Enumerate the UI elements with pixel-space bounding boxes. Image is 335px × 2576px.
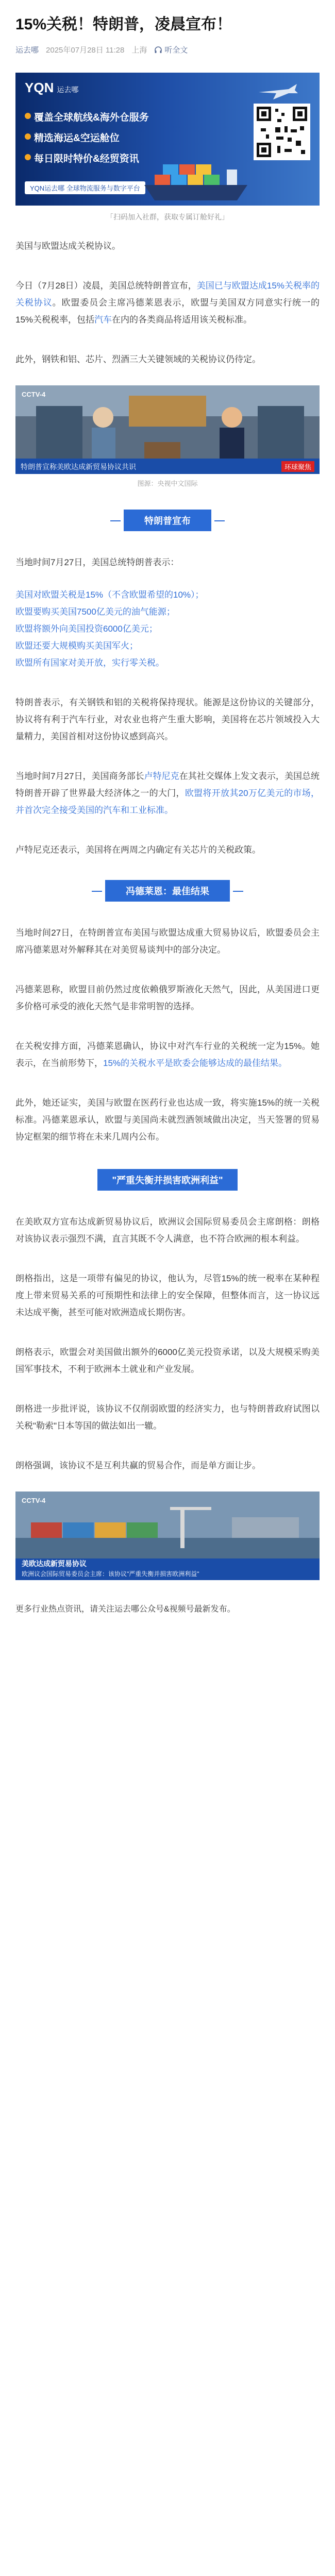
paragraph: 此外，她还证实，美国与欧盟在医药行业也达成一致，将实施15%的统一关税标准。冯德莱恩承认，欧盟与美国尚未就烈酒领域做出决定，当天签署的贸易协定框架的细节将在未来几周内公布。 [15,1098,320,1142]
section-heading: "严重失衡并损害欧洲利益" [0,1169,335,1191]
paragraph: 此外，钢铁和铝、芯片、烈酒三大关键领域的关税协议仍待定。 [15,354,261,364]
bullet-dot-icon [25,133,31,140]
meeting-photo-illustration [15,385,320,474]
paragraph: 朗格指出，这是一项带有偏见的协议，他认为，尽管15%的统一税率在某种程度上带来贸易关系的可预期性和法律上的安全保障，但整体而言，这一协议远未达成平衡，甚至可能对欧洲造成长期伤害。 [15,1274,320,1317]
list-item: 欧盟要购买美国7500亿美元的油气能源； [15,607,175,617]
banner-footer: YQN运去哪 全球物流服务与数字平台 [25,181,145,194]
banner-line-2: 精选海运&空运舱位 [34,133,120,144]
list-item: 欧盟所有国家对美开放，实行零关税。 [15,658,164,668]
article-source-link[interactable]: 运去哪 [15,46,39,55]
headphones-icon [154,46,162,54]
news-photo [15,385,320,474]
paragraph: 冯德莱恩称，欧盟目前仍然过度依赖俄罗斯液化天然气，因此，从美国进口更多价格可承受的液化天然气是非常明智的选择。 [15,985,320,1011]
channel-logo: CCTV-4 [22,1497,46,1504]
bullet-dot-icon [25,154,31,160]
bullet-dot-icon [25,113,31,119]
article-meta [0,35,335,55]
paragraph: 当地时间27日，在特朗普宣布美国与欧盟达成重大贸易协议后，欧盟委员会主席冯德莱恩对外解释其在对美贸易谈判中的部分决定。 [15,928,320,955]
photo-overlay-text: 特朗普宣称美欧达成新贸易协议共识 [21,463,136,471]
section-heading: 特朗普宣布 [0,510,335,531]
bullet-list [0,586,335,671]
container-ship-icon [144,154,253,206]
footer-text: 更多行业热点资讯，请关注运去哪公众号&视频号最新发布。 [15,1605,236,1614]
listen-label: 听全文 [164,46,188,55]
photo-caption: 图源：央视中文国际 [137,480,198,487]
paragraph: 卢特尼克还表示，美国将在两周之内确定有关芯片的关税政策。 [15,845,261,855]
paragraph: 朗格表示，欧盟会对美国做出额外的6000亿美元投资承诺，以及大规模采购美国军事技术，不利于欧洲本土就业和产业发展。 [15,1347,320,1374]
photo-subtitle: 欧洲议会国际贸易委员会主席：该协议"严重失衡并损害欧洲利益" [22,1570,199,1578]
news-photo [15,1492,320,1580]
airplane-icon [258,82,299,100]
paragraph: 朗格进一步批评说，该协议不仅削弱欧盟的经济实力，也与特朗普政府试图以关税"勒索"日本等国的做法如出一辙。 [15,1404,320,1431]
paragraph: 特朗普表示，有关钢铁和铝的关税将保持现状。能源是这份协议的关键部分，协议将有利于汽车行业，对农业也将产生重大影响，美国将在芯片领域投入大量精力，美国首相对这份协议感到高兴。 [15,698,320,741]
paragraph: 今日（7月28日）凌晨，美国总统特朗普宣布，美国已与欧盟达成15%关税率的关税协议。欧盟委员会主席冯德莱恩表示，欧盟与美国双方同意实行统一的15%关税税率，包括汽车在内的各类商品将适用该关税标准。 [15,281,320,325]
listen-button[interactable] [154,44,188,55]
banner-line-1: 覆盖全球航线&海外仓服务 [34,112,149,123]
paragraph: 在美欧双方宣布达成新贸易协议后，欧洲议会国际贸易委员会主席朗格：朗格对该协议表示强烈不满，直言其既不令人满意，也不符合欧洲的根本利益。 [15,1217,320,1244]
list-item: 美国对欧盟关税是15%（不含欧盟希望的10%）； [15,590,204,600]
promo-banner[interactable] [15,73,320,206]
paragraph: 在关税安排方面，冯德莱恩确认，协议中对汽车行业的关税统一定为15%。她表示，在当前形势下，15%的关税水平是欧委会能够达成的最佳结果。 [15,1041,320,1068]
paragraph: 当地时间7月27日，美国总统特朗普表示： [15,557,179,567]
photo-badge: 环球聚焦 [281,461,314,472]
article-title: 15%关税！特朗普，凌晨宣布！ [15,16,232,33]
banner-caption: 「扫码加入社群，获取专属订舱好礼」 [106,213,229,221]
banner-logo: YQN 运去哪 [25,80,79,95]
qr-code [254,104,310,160]
article-location: 上海 [131,46,147,55]
channel-logo: CCTV-4 [22,391,46,398]
list-item: 欧盟将额外向美国投资6000亿美元； [15,624,158,634]
paragraph: 当地时间7月27日，美国商务部长卢特尼克在其社交媒体上发文表示，美国总统特朗普开辟了世界最大经济体之一的大门，欧盟将开放其20万亿美元的市场，并首次完全接受美国的汽车和工业标准。 [15,771,320,815]
banner-line-3: 每日限时特价&经贸资讯 [34,154,139,164]
list-item: 欧盟还要大规模购买美国军火； [15,641,138,651]
article-datetime: 2025年07月28日 11:28 [46,46,125,55]
photo-overlay-text: 美欧达成新贸易协议 [22,1560,87,1568]
paragraph: 朗格强调，该协议不是互利共赢的贸易合作，而是单方面让步。 [15,1461,261,1470]
paragraph: 美国与欧盟达成关税协议。 [15,241,121,251]
section-heading: 冯德莱恩：最佳结果 [0,880,335,902]
